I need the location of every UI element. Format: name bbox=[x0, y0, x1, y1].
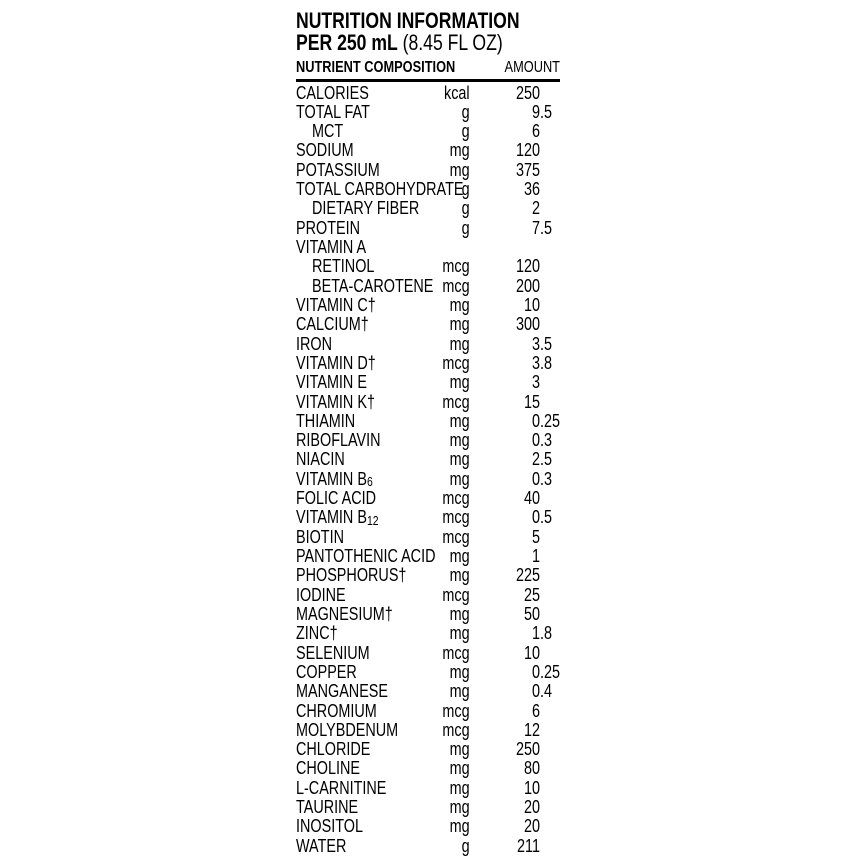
amount-integer: 0 bbox=[531, 410, 540, 431]
nutrient-unit: mg bbox=[449, 333, 470, 354]
table-row bbox=[296, 837, 560, 856]
nutrient-name: TOTAL CARBOHYDRATE bbox=[296, 179, 464, 200]
amount-fraction: .25 bbox=[540, 410, 561, 431]
nutrient-unit: mcg bbox=[442, 391, 470, 412]
nutrient-unit: mg bbox=[449, 430, 470, 451]
table-row bbox=[296, 586, 560, 605]
table-row bbox=[296, 682, 560, 701]
nutrient-name-subscript: 6 bbox=[366, 474, 373, 490]
label-subtitle bbox=[296, 32, 560, 54]
amount-integer: 20 bbox=[523, 797, 540, 818]
amount-integer: 9 bbox=[531, 101, 540, 122]
table-header bbox=[296, 60, 560, 76]
amount-integer: 0 bbox=[531, 468, 540, 489]
nutrient-name: VITAMIN K† bbox=[296, 391, 375, 412]
table-row bbox=[296, 161, 560, 180]
table-row bbox=[296, 180, 560, 199]
amount-integer: 7 bbox=[531, 217, 540, 238]
nutrient-unit: mg bbox=[449, 603, 470, 624]
nutrient-unit: mg bbox=[449, 468, 470, 489]
table-row bbox=[296, 663, 560, 682]
nutrient-unit: g bbox=[461, 217, 470, 238]
amount-fraction: .3 bbox=[540, 430, 553, 451]
nutrient-unit: mcg bbox=[442, 584, 470, 605]
nutrient-name: VITAMIN E bbox=[296, 372, 367, 393]
table-row bbox=[296, 566, 560, 585]
nutrient-unit: g bbox=[461, 121, 470, 142]
amount-fraction: .4 bbox=[540, 681, 553, 702]
nutrient-name: VITAMIN D† bbox=[296, 352, 376, 373]
nutrient-name: POTASSIUM bbox=[296, 159, 380, 180]
amount-integer: 1 bbox=[531, 546, 540, 566]
amount-integer: 200 bbox=[515, 275, 540, 296]
nutrient-unit: mcg bbox=[442, 507, 470, 528]
nutrient-unit: mg bbox=[449, 449, 470, 470]
nutrient-name: VITAMIN C† bbox=[296, 294, 376, 315]
nutrient-unit: mg bbox=[449, 372, 470, 393]
amount-fraction: .5 bbox=[540, 101, 553, 122]
table-row bbox=[296, 759, 560, 778]
nutrient-name: VITAMIN A bbox=[296, 237, 367, 257]
nutrient-unit: kcal bbox=[443, 82, 470, 103]
table-row bbox=[296, 122, 560, 141]
amount-integer: 25 bbox=[523, 584, 540, 605]
nutrient-unit: mcg bbox=[442, 700, 470, 721]
nutrient-name: RETINOL bbox=[312, 256, 375, 277]
table-row bbox=[296, 450, 560, 469]
nutrient-name: VITAMIN $B^6$ bbox=[296, 468, 373, 490]
table-row bbox=[296, 721, 560, 740]
table-row bbox=[296, 393, 560, 412]
nutrient-unit: mg bbox=[449, 816, 470, 837]
amount-integer: 15 bbox=[523, 391, 540, 412]
amount-integer: 10 bbox=[523, 777, 540, 798]
column-header-amount: AMOUNT bbox=[504, 59, 560, 76]
nutrient-unit: mcg bbox=[442, 275, 470, 296]
amount-fraction: .5 bbox=[540, 507, 553, 528]
nutrient-unit: g bbox=[461, 179, 470, 200]
amount-integer: 120 bbox=[515, 140, 540, 161]
nutrient-name: L-CARNITINE bbox=[296, 777, 387, 798]
nutrient-name: SELENIUM bbox=[296, 642, 370, 663]
table-row bbox=[296, 528, 560, 547]
amount-integer: 250 bbox=[515, 739, 540, 760]
nutrient-name: ZINC† bbox=[296, 623, 338, 644]
table-row bbox=[296, 335, 560, 354]
table-row bbox=[296, 238, 560, 257]
nutrient-name: TAURINE bbox=[296, 797, 359, 818]
label-title: NUTRITION INFORMATION bbox=[296, 8, 520, 33]
nutrient-unit: mg bbox=[449, 681, 470, 702]
nutrient-name: NIACIN bbox=[296, 449, 345, 470]
table-row bbox=[296, 702, 560, 721]
nutrient-unit: mg bbox=[449, 410, 470, 431]
table-row bbox=[296, 431, 560, 450]
amount-integer: 3 bbox=[531, 372, 540, 393]
amount-integer: 0 bbox=[531, 507, 540, 528]
amount-integer: 10 bbox=[523, 642, 540, 663]
nutrient-name: MAGNESIUM† bbox=[296, 603, 393, 624]
amount-integer: 0 bbox=[531, 430, 540, 451]
nutrient-unit: mcg bbox=[442, 719, 470, 740]
nutrient-unit: mg bbox=[449, 314, 470, 335]
amount-integer: 1 bbox=[531, 623, 540, 644]
amount-integer: 50 bbox=[523, 603, 540, 624]
amount-integer: 250 bbox=[515, 82, 540, 103]
nutrient-name: CHOLINE bbox=[296, 758, 361, 779]
nutrient-name-subscript: 12 bbox=[366, 512, 379, 528]
nutrient-name: MCT bbox=[312, 121, 344, 142]
table-row bbox=[296, 84, 560, 103]
amount-integer: 2 bbox=[531, 198, 540, 219]
amount-integer: 40 bbox=[523, 488, 540, 509]
nutrient-name: IRON bbox=[296, 333, 332, 354]
amount-integer: 6 bbox=[531, 121, 540, 142]
nutrient-name: CALCIUM† bbox=[296, 314, 369, 335]
nutrient-name: BETA-CAROTENE bbox=[312, 275, 434, 296]
nutrient-name: RIBOFLAVIN bbox=[296, 430, 381, 451]
nutrient-name: INOSITOL bbox=[296, 816, 363, 837]
amount-integer: 3 bbox=[531, 352, 540, 373]
nutrient-unit: mcg bbox=[442, 642, 470, 663]
amount-fraction: .3 bbox=[540, 468, 553, 489]
amount-integer: 225 bbox=[515, 565, 540, 586]
nutrient-name: DIETARY FIBER bbox=[312, 198, 420, 219]
nutrient-unit: mg bbox=[449, 777, 470, 798]
nutrient-unit: mg bbox=[449, 565, 470, 586]
table-row bbox=[296, 412, 560, 431]
nutrient-unit: mg bbox=[449, 294, 470, 315]
nutrient-unit: mg bbox=[449, 159, 470, 180]
table-row bbox=[296, 740, 560, 759]
nutrient-table-body bbox=[296, 84, 560, 857]
amount-integer: 0 bbox=[531, 661, 540, 682]
table-row bbox=[296, 219, 560, 238]
nutrient-name: PANTOTHENIC ACID bbox=[296, 546, 436, 566]
nutrient-unit: mcg bbox=[442, 352, 470, 373]
amount-fraction: .5 bbox=[540, 333, 553, 354]
nutrient-name: SODIUM bbox=[296, 140, 354, 161]
nutrient-name: PHOSPHORUS† bbox=[296, 565, 407, 586]
table-row bbox=[296, 141, 560, 160]
nutrient-unit: mg bbox=[449, 797, 470, 818]
nutrient-name: TOTAL FAT bbox=[296, 101, 370, 122]
nutrient-unit: mg bbox=[449, 140, 470, 161]
amount-integer: 2 bbox=[531, 449, 540, 470]
table-row bbox=[296, 470, 560, 489]
amount-integer: 36 bbox=[523, 179, 540, 200]
serving-size: PER 250 mL bbox=[296, 30, 398, 55]
table-row bbox=[296, 354, 560, 373]
amount-integer: 12 bbox=[523, 719, 540, 740]
nutrient-unit: mg bbox=[449, 623, 470, 644]
nutrient-name: PROTEIN bbox=[296, 217, 361, 238]
nutrient-name: WATER bbox=[296, 835, 347, 856]
table-row bbox=[296, 798, 560, 817]
table-row bbox=[296, 373, 560, 392]
nutrient-unit: mcg bbox=[442, 526, 470, 547]
table-row bbox=[296, 296, 560, 315]
nutrient-name: MOLYBDENUM bbox=[296, 719, 399, 740]
table-row bbox=[296, 779, 560, 798]
amount-fraction: .25 bbox=[540, 661, 561, 682]
nutrient-unit: mg bbox=[449, 661, 470, 682]
table-row bbox=[296, 199, 560, 218]
table-row bbox=[296, 605, 560, 624]
nutrient-unit: g bbox=[461, 835, 470, 856]
nutrient-unit: mg bbox=[449, 758, 470, 779]
amount-fraction: .8 bbox=[540, 352, 553, 373]
amount-integer: 5 bbox=[531, 526, 540, 547]
table-row bbox=[296, 508, 560, 527]
amount-integer: 3 bbox=[531, 333, 540, 354]
nutrient-name: VITAMIN $B^{12}$ bbox=[296, 507, 379, 528]
table-row bbox=[296, 624, 560, 643]
table-row bbox=[296, 315, 560, 334]
nutrient-name: IODINE bbox=[296, 584, 346, 605]
table-row bbox=[296, 257, 560, 276]
nutrient-name: BIOTIN bbox=[296, 526, 345, 547]
table-row bbox=[296, 489, 560, 508]
table-row bbox=[296, 277, 560, 296]
nutrient-name: THIAMIN bbox=[296, 410, 356, 431]
nutrient-unit: g bbox=[461, 101, 470, 122]
nutrient-name: FOLIC ACID bbox=[296, 488, 377, 509]
amount-integer: 375 bbox=[515, 159, 540, 180]
nutrient-name: CALORIES bbox=[296, 82, 369, 103]
serving-size-fl-oz: (8.45 FL OZ) bbox=[397, 30, 503, 55]
amount-fraction: .5 bbox=[540, 449, 553, 470]
amount-integer: 20 bbox=[523, 816, 540, 837]
amount-integer: 0 bbox=[531, 681, 540, 702]
nutrient-name: MANGANESE bbox=[296, 681, 389, 702]
nutrient-unit: mg bbox=[449, 546, 470, 566]
nutrient-name: COPPER bbox=[296, 661, 357, 682]
nutrient-unit: mg bbox=[449, 739, 470, 760]
table-row bbox=[296, 644, 560, 663]
table-row bbox=[296, 547, 560, 566]
amount-integer: 6 bbox=[531, 700, 540, 721]
amount-integer: 211 bbox=[517, 835, 540, 856]
nutrient-name: CHROMIUM bbox=[296, 700, 377, 721]
table-row bbox=[296, 817, 560, 836]
amount-integer: 300 bbox=[515, 314, 540, 335]
nutrient-name: CHLORIDE bbox=[296, 739, 371, 760]
column-header-nutrient: NUTRIENT COMPOSITION bbox=[296, 59, 456, 76]
header-rule bbox=[296, 79, 560, 82]
amount-integer: 10 bbox=[523, 294, 540, 315]
table-row bbox=[296, 103, 560, 122]
amount-integer: 80 bbox=[523, 758, 540, 779]
amount-integer: 120 bbox=[515, 256, 540, 277]
amount-fraction: .5 bbox=[540, 217, 553, 238]
nutrient-unit: mcg bbox=[442, 488, 470, 509]
amount-fraction: .8 bbox=[540, 623, 553, 644]
nutrition-label bbox=[296, 10, 560, 856]
nutrient-unit: mcg bbox=[442, 256, 470, 277]
nutrient-unit: g bbox=[461, 198, 470, 219]
